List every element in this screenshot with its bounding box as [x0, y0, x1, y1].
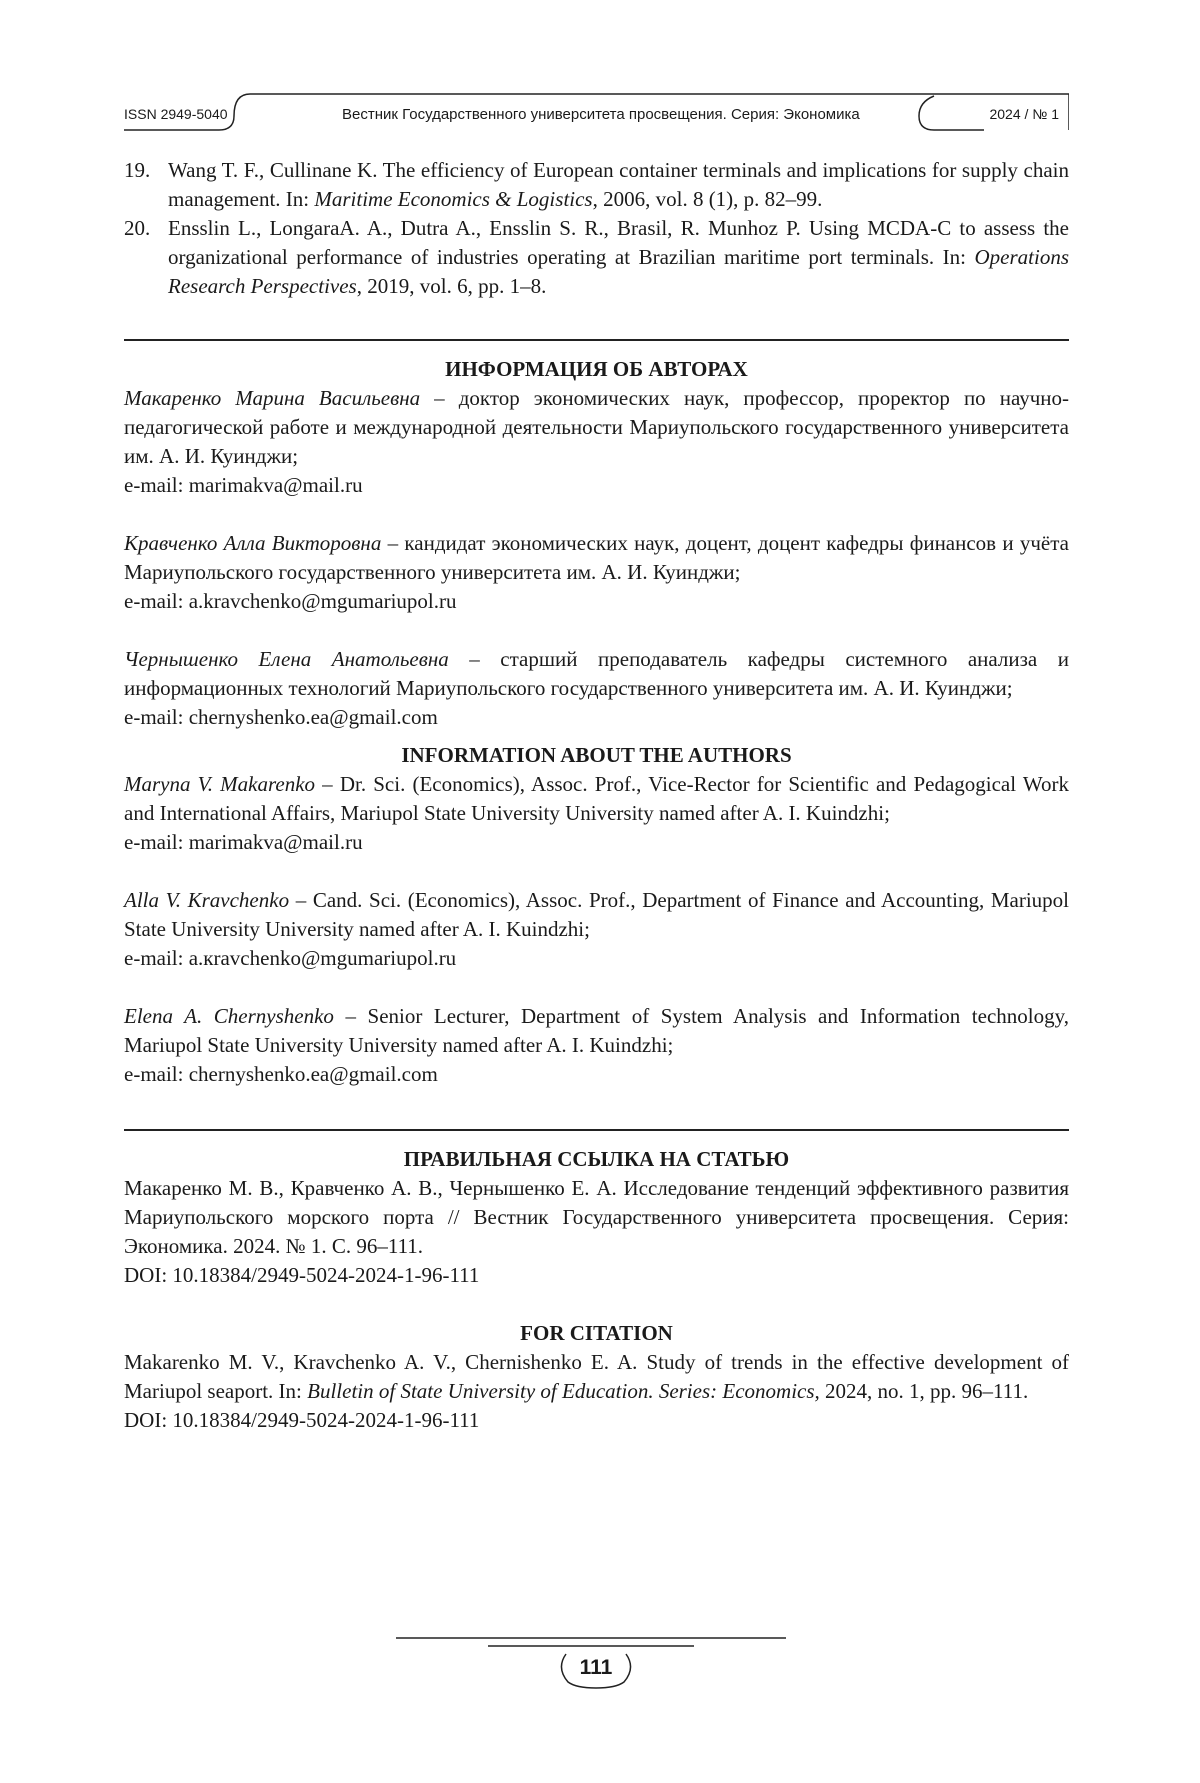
citation-ru-doi[interactable]: DOI: 10.18384/2949-5024-2024-1-96-111 — [124, 1263, 480, 1287]
author-description: – доктор экономических наук, профессор, проректор по научно-педагогической работе и международной деятельности Мариупольского государственного университета им. А. И. Куинджи; — [124, 386, 1069, 468]
journal-title: Вестник Государственного университета просвещения. Серия: Экономика — [342, 106, 860, 123]
author-ru-3 — [124, 645, 1069, 703]
citation-en-title: FOR CITATION — [520, 1321, 673, 1345]
reference-number: 19. — [124, 158, 151, 182]
author-email[interactable]: e-mail: chernyshenko.ea@gmail.com — [124, 705, 438, 729]
author-name: Alla V. Kravchenko — [124, 888, 290, 912]
author-en-2 — [124, 886, 1069, 944]
author-name: Макаренко Марина Васильевна — [124, 386, 421, 410]
citation-ru-text: Макаренко М. В., Кравченко А. В., Чернышенко Е. А. Исследование тенденций эффективного развития Мариупольского морского порта // Вестник Государственного университета просвещения. Серия: Экономика. 2024. № 1. С. 96–111. — [124, 1176, 1069, 1258]
citation-en-doi[interactable]: DOI: 10.18384/2949-5024-2024-1-96-111 — [124, 1408, 480, 1432]
author-name: Elena A. Chernyshenko — [124, 1004, 334, 1028]
author-email[interactable]: e-mail: a.кravchenko@mgumariupol.ru — [124, 946, 457, 970]
issn-label: ISSN 2949-5040 — [124, 106, 228, 122]
author-description: – старший преподаватель кафедры системного анализа и информационных технологий Мариупольского государственного университета им. А. И. Куинджи; — [124, 647, 1069, 700]
author-email[interactable]: e-mail: marimakva@mail.ru — [124, 830, 363, 854]
page-content — [124, 156, 1069, 1435]
reference-source: Operations Research Perspectives — [168, 245, 1069, 298]
citation-en-journal: Bulletin of State University of Education. Series: Economics, — [307, 1379, 820, 1403]
citation-en-authors: Makarenko M. V., Kravchenko A. V., Chernishenko E. A. Study of trends in the effective development of Mariupol seaport. In: — [124, 1350, 1069, 1403]
author-description: – Cand. Sci. (Economics), Assoc. Prof., Department of Finance and Accounting, Mariupol State University University named after A. I. Kuindzhi; — [124, 888, 1069, 941]
reference-text: Ensslin L., LongaraA. A., Dutra A., Ensslin S. R., Brasil, R. Munhoz P. Using MCDA-C to assess the organizational performance of industries operating at Brazilian maritime port terminals. In: — [168, 216, 1069, 269]
author-description: – Dr. Sci. (Economics), Assoc. Prof., Vice-Rector for Scientific and Pedagogical Work and International Affairs, Mariupol State University University named after A. I. Kuindzhi; — [124, 772, 1069, 825]
reference-item — [124, 156, 1069, 214]
author-name: Кравченко Алла Викторовна — [124, 531, 382, 555]
author-description: – кандидат экономических наук, доцент, доцент кафедры финансов и учёта Мариупольского государственного университета им. А. И. Куинджи; — [124, 531, 1070, 584]
authors-en-title: INFORMATION ABOUT THE AUTHORS — [401, 743, 792, 767]
author-email[interactable]: e-mail: marimakva@mail.ru — [124, 473, 363, 497]
author-ru-1 — [124, 384, 1069, 471]
reference-source: Maritime Economics & Logistics — [314, 187, 593, 211]
reference-details: , 2006, vol. 8 (1), p. 82–99. — [592, 187, 823, 211]
author-ru-2 — [124, 529, 1069, 587]
page-number: 111 — [579, 1656, 613, 1679]
author-description: – Senior Lecturer, Department of System Analysis and Information technology, Mariupol State University University named after A. I. Kuindzhi; — [124, 1004, 1069, 1057]
citation-en-details: 2024, no. 1, pp. 96–111. — [819, 1379, 1029, 1403]
author-en-1 — [124, 770, 1069, 828]
author-en-3 — [124, 1002, 1069, 1060]
author-email[interactable]: e-mail: chernyshenko.ea@gmail.com — [124, 1062, 438, 1086]
author-email[interactable]: e-mail: a.kravchenko@mgumariupol.ru — [124, 589, 457, 613]
author-name: Чернышенко Елена Анатольевна — [124, 647, 449, 671]
reference-details: , 2019, vol. 6, pp. 1–8. — [356, 274, 547, 298]
author-name: Maryna V. Makarenko — [124, 772, 316, 796]
issue-label: 2024 / № 1 — [989, 106, 1059, 122]
citation-en-text — [124, 1348, 1069, 1406]
authors-ru-title: ИНФОРМАЦИЯ ОБ АВТОРАХ — [445, 357, 748, 381]
page-footer — [396, 1636, 796, 1696]
reference-item — [124, 214, 1069, 301]
citation-ru-title: ПРАВИЛЬНАЯ ССЫЛКА НА СТАТЬЮ — [403, 1147, 790, 1171]
reference-number: 20. — [124, 216, 151, 240]
running-header — [124, 92, 1069, 136]
reference-text: Wang T. F., Cullinane K. The efficiency of European container terminals and implications for supply chain management. In: — [168, 158, 1069, 211]
